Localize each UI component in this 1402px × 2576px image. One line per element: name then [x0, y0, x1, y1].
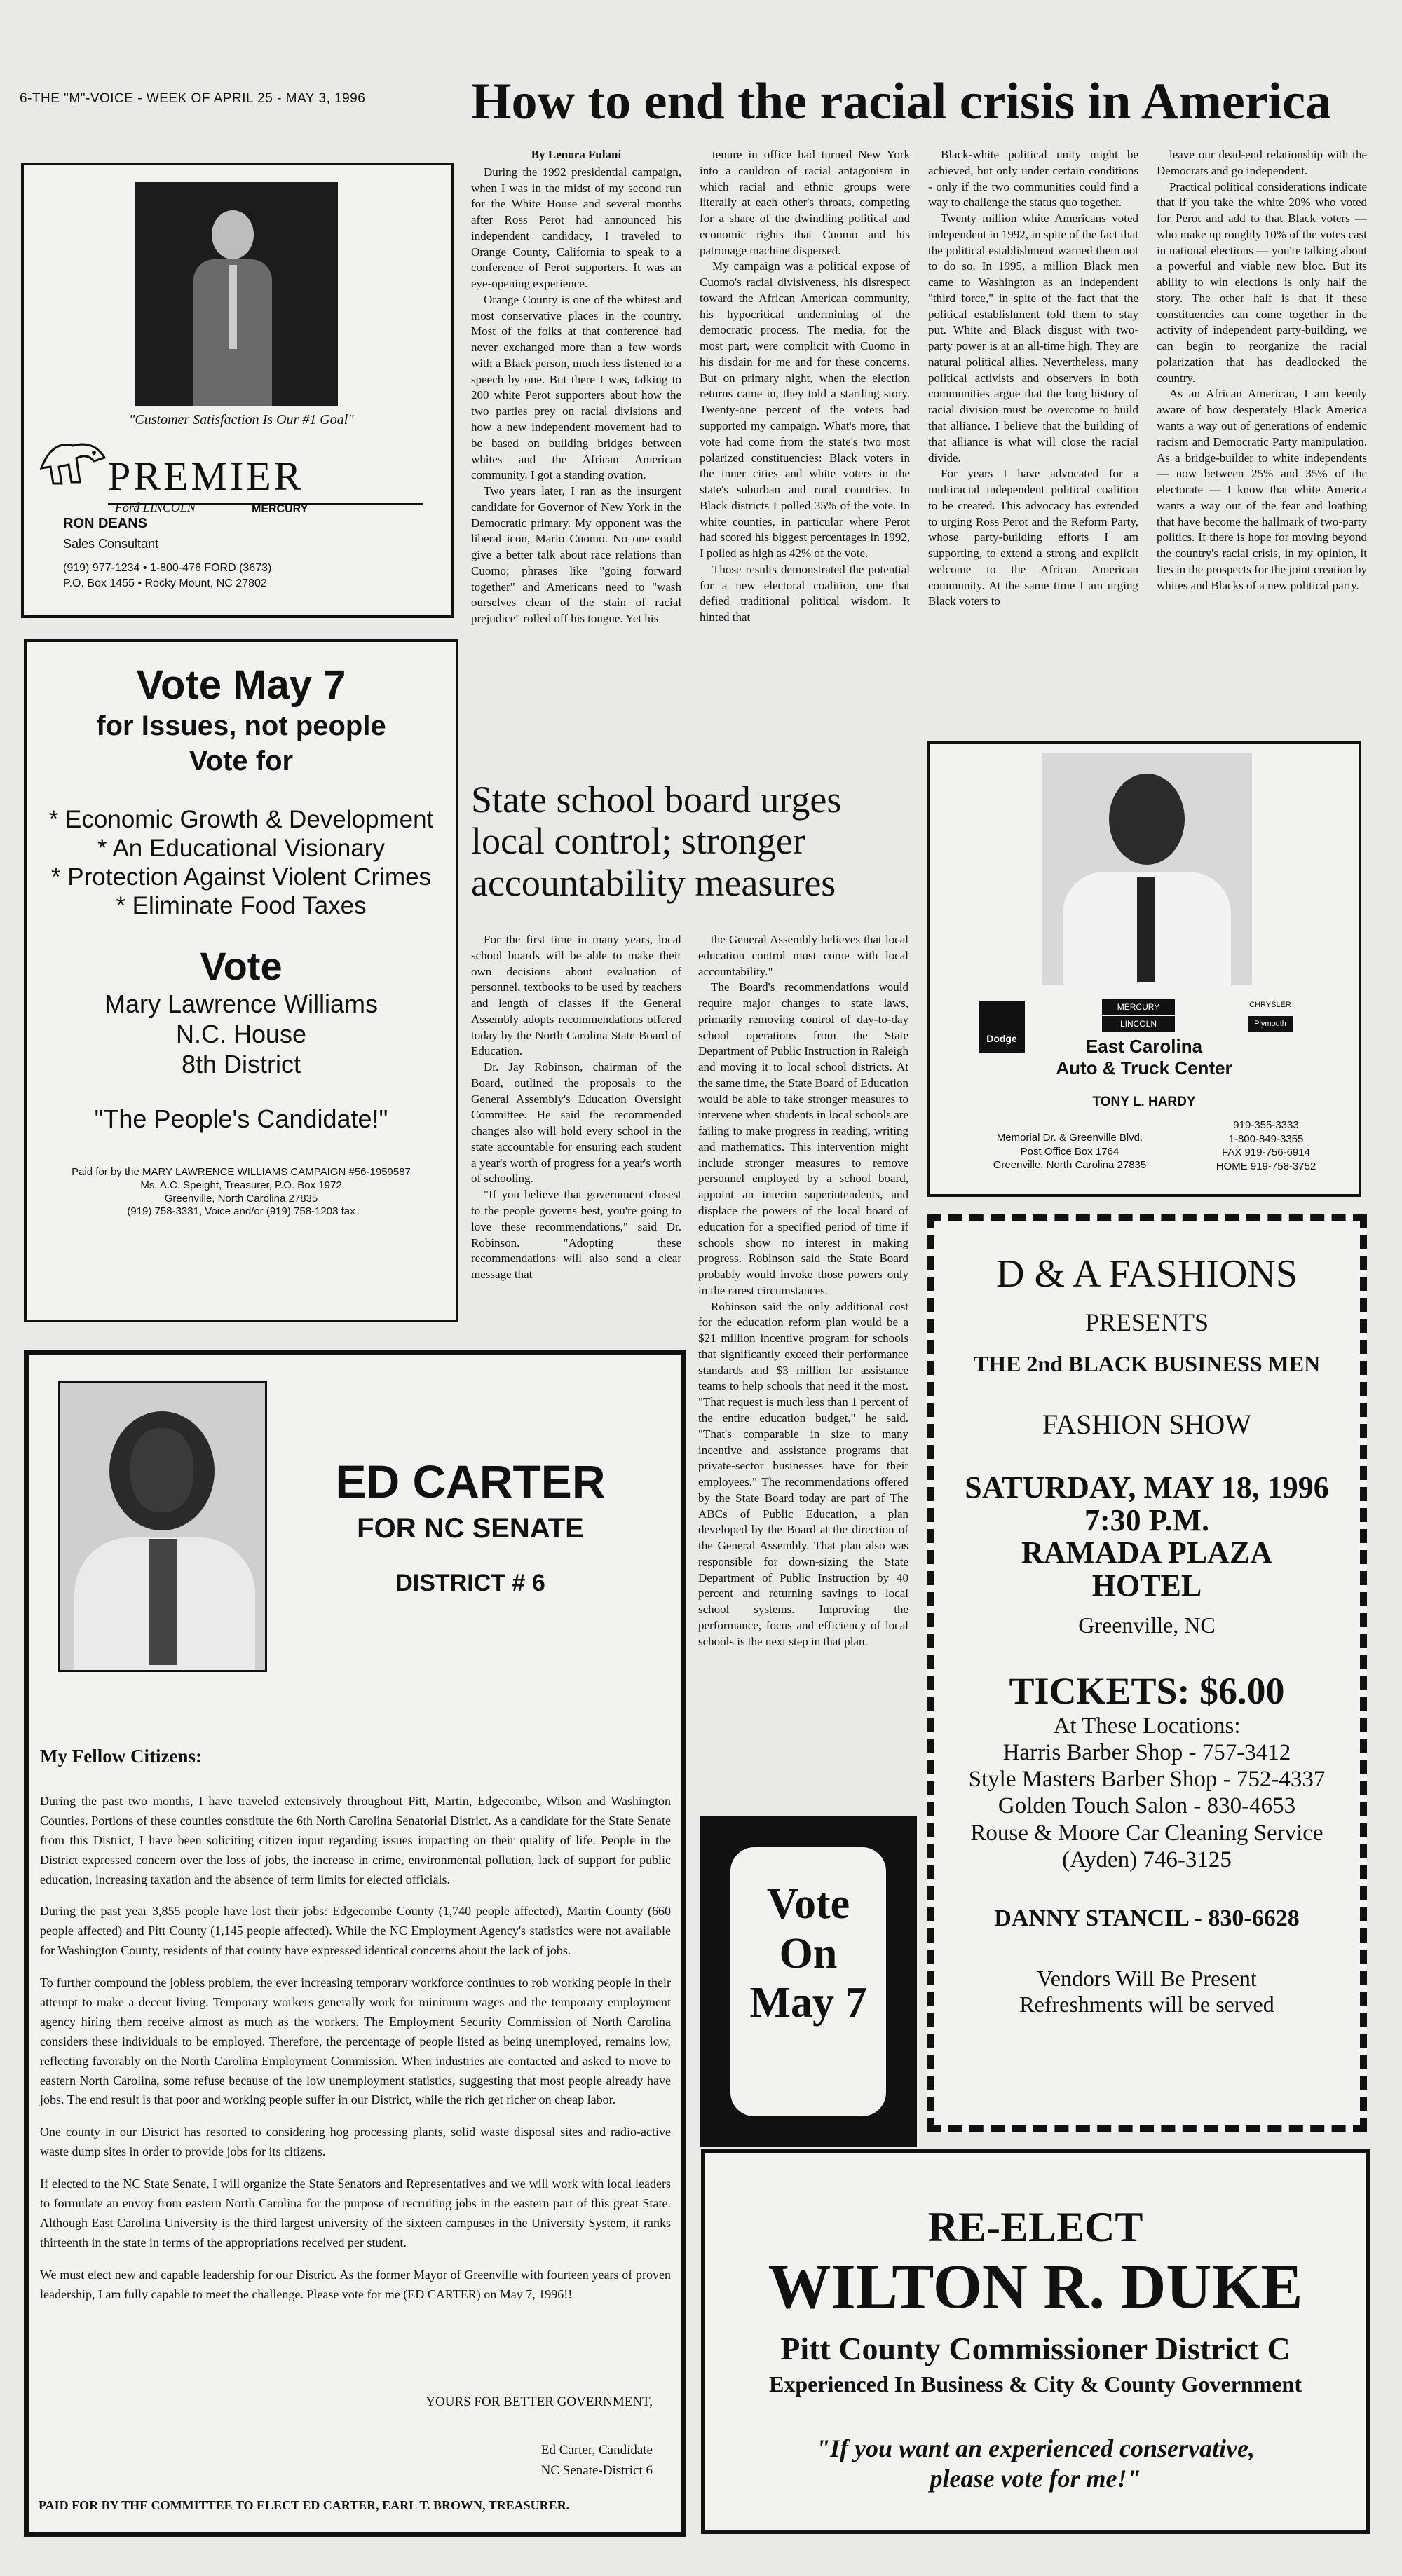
article-paragraph: Black-white political unity might be achieved, but only under certain conditions - only if the two communities could find a way to challenge the status quo together. [928, 148, 1138, 210]
premier-address: P.O. Box 1455 • Rocky Mount, NC 27802 [63, 577, 267, 589]
plymouth-logo: Plymouth [1248, 1016, 1293, 1032]
article2-paragraph: Dr. Jay Robinson, chairman of the Board, outlined the proposals to the General Assembly's Education Oversight Committee. He said the recommended changes also will hold every school in the state accountable for ensuring each student a year's worth of progress for a year's worth of schooling. [471, 1060, 681, 1186]
ed-carter-paragraph: During the past two months, I have traveled extensively throughout Pitt, Martin, Edgecombe, Wilson and Washington Counties. Portions of these counties constitute the 6th North Carolina Senatorial District. As a candidate for the State Senate from this District, I have been soliciting citizen input regarding issues impacting on their quality of life. People in the District expressed concern over the loss of jobs, the increase in crime, environmental pollution, lack of support for public education, increasing taxation and the absence of term limits for elected officials. [40, 1794, 671, 1886]
platform-item: * An Educational Visionary [97, 834, 385, 862]
williams-candidate: Mary Lawrence Williams N.C. House 8th District [104, 989, 379, 1078]
panther-logo-icon [38, 426, 108, 489]
fashion-city: Greenville, NC [1078, 1612, 1216, 1638]
article-paragraph: During the 1992 presidential campaign, when I was in the midst of my second run for the White House and several months after Ross Perot had announced his independent candidacy, I traveled to Orange County, California to speak to a conference of Perot supporters. It was an eye-opening experience. [471, 165, 681, 291]
article-paragraph: Practical political considerations indicate that if you take the white 20% who voted for Perot and add to that Black voters — who make up roughly 10% of the votes cast in national elections — you're talking about a powerful and viable new bloc. But its ability to win elections is only half the story. The other half is that if these constituencies can come together in the activity of independent party-building, we can begin to reorganize the racial polarization that has deadlocked the country. [1157, 179, 1367, 385]
williams-slogan: "The People's Candidate!" [94, 1104, 388, 1134]
chrysler-logo: CHRYSLER [1249, 1001, 1291, 1009]
article2-paragraph: "If you believe that government closest to the people governs best, you're going to love these recommendations," said Dr. Robinson. "Adopting these recommendations will also send a clear message that [471, 1188, 681, 1282]
ford-lincoln-logo: Ford LINCOLN [115, 500, 196, 514]
fashion-tickets: TICKETS: $6.00 [1009, 1669, 1285, 1712]
article2-headline: State school board urges local control; stronger accountability measures [471, 779, 842, 904]
east-carolina-auto-ad [927, 741, 1361, 1197]
williams-campaign-ad [24, 639, 458, 1322]
article2-paragraph: Robinson said the only additional cost for the education reform plan would be a $21 million incentive program for schools that significantly exceed their performance standards and $3 million for assistance teams to help schools that need it the most. "That request is much less than 1 percent of the entire education budget," he said. "That's comparable in size to many incentive and assistance programs that private-sector businesses have for their employees." The recommendations offered by the State Board today are part of The ABCs of Public Education, a plan developed by the Board at the direction of the General Assembly. That plan also was responsible for down-sizing the State Department of Public Instruction by 40 percent and returning savings to local school systems. Improving the performance, focus and efficiency of local schools is the next step in that plan. [698, 1299, 908, 1648]
fashion-contact: DANNY STANCIL - 830-6628 [994, 1905, 1300, 1932]
ed-carter-paragraph: We must elect new and capable leadership for our District. As the former Mayor of Greenville with fourteen years of proven leadership, I am fully capable to meet the challenge. Please vote for me (ED CARTER) on May 7, 1996!! [40, 2267, 671, 2301]
hardy-phones: 919-355-3333 1-800-849-3355 FAX 919-756-6914 HOME 919-758-3752 [1216, 1119, 1316, 1172]
article-paragraph: tenure in office had turned New York into a cauldron of racial antagonism in which racial and ethnic groups were literally at each other's throats, competing for a share of the dwindling political and economic rights that Cuomo and his patronage machine dispersed. [700, 148, 910, 257]
ed-carter-paragraph: During the past year 3,855 people have lost their jobs: Edgecombe County (1,740 people affected), Martin County (660 people affected) and Pitt County (1,145 people affected). While the NC Employment Agency's statistics were not available for Washington County, residents of that county have expressed identical concerns about the lack of jobs. [40, 1904, 671, 1958]
article-byline: By Lenora Fulani [531, 148, 622, 161]
ed-carter-office: FOR NC SENATE [357, 1513, 584, 1544]
platform-item: * Eliminate Food Taxes [116, 891, 367, 919]
dodge-logo: Dodge [979, 1001, 1025, 1053]
hardy-photo [1042, 753, 1252, 985]
wilton-duke-ad [701, 2149, 1370, 2534]
article-paragraph: My campaign was a political expose of Cuomo's racial divisiveness, his disrespect toward the African American community, his hypocritical undermining of the democratic process. The media, for the most part, were complicit with Cuomo in his disdain for me and for these concerns. But on primary night, when the election returns came in, they told a startling story. Twenty-one percent of the voters had supported my campaign. What's more, that vote had come from the state's two most polarized constituencies: Black voters in the inner cities and white voters in the state's suburban and rural countries. In Black districts I polled 35% of the vote. In white counties, in particular where Perot had scored his biggest percentages in 1992, I polled as high as 42% of the vote. [700, 259, 910, 561]
williams-tagline: for Issues, not people [96, 710, 386, 741]
article-paragraph: Orange County is one of the whitest and most conservative places in the country. Most of the folks at that conference had never exchanged more than a few words with a Black person, much less listened to a speech by one. But there I was, talking to 200 white Perot supporters about how the two parties prey on racial divisions and how a new independent movement had to be based on building bridges between whites and the African American community. I got a standing ovation. [471, 292, 681, 482]
article-column-2 [700, 147, 910, 626]
fashion-show-ad [927, 1214, 1367, 2132]
article-column-1 [471, 147, 681, 627]
fashion-show: FASHION SHOW [1042, 1409, 1252, 1440]
platform-item: * Protection Against Violent Crimes [50, 863, 432, 891]
duke-reelect: RE-ELECT [927, 2204, 1143, 2250]
premier-brand: PREMIER [108, 453, 304, 499]
ed-carter-paragraph: One county in our District has resorted to considering hog processing plants, solid waste disposal sites and radio-active waste dump sites in order to provide jobs for its citizens. [40, 2125, 671, 2159]
ed-carter-greeting: My Fellow Citizens: [40, 1746, 202, 1767]
williams-vote-for: Vote for [189, 745, 294, 776]
fashion-date: SATURDAY, MAY 18, 1996 7:30 P.M. RAMADA PLAZA HOTEL [965, 1470, 1329, 1603]
article-paragraph: leave our dead-end relationship with the Democrats and go independent. [1157, 148, 1367, 177]
williams-paid-for: Paid for by the MARY LAWRENCE WILLIAMS CAMPAIGN #56-1959587 Ms. A.C. Speight, Treasurer, P.O. Box 1972 Greenville, North Carolina 27835 (919) 758-3331, Voice and/or (919) 758-1203 fax [72, 1166, 411, 1218]
platform-item: * Economic Growth & Development [48, 805, 434, 833]
article-body [471, 147, 1382, 729]
vote-reminder-box [700, 1816, 917, 2147]
salesman-title: Sales Consultant [63, 537, 159, 551]
article2-column-1 [471, 932, 681, 1283]
lincoln-logo: LINCOLN [1102, 1016, 1175, 1032]
article-column-4 [1157, 147, 1367, 594]
premier-slogan: "Customer Satisfaction Is Our #1 Goal" [129, 412, 354, 427]
vote-reminder-text: Vote On May 7 [730, 1847, 886, 2116]
article-paragraph: Two years later, I ran as the insurgent candidate for Governor of New York in the Democratic primary. My opponent was the liberal icon, Mario Cuomo. No one could give a better talk about race relations than Cuomo; phrases like "going forward together" and Americans need to "wash ourselves clean of the stain of racial prejudice" rolled off his tongue. Yet his [471, 484, 681, 626]
williams-platform-list [27, 806, 456, 921]
premier-dealership-ad [21, 163, 454, 618]
salesman-photo [135, 182, 338, 406]
article-column-3 [928, 147, 1138, 610]
article-paragraph: For years I have advocated for a multiracial independent political coalition to be created. This advocacy has extended to urging Ross Perot and the Reform Party, whose party-building efforts I am supporting, to extend a strong and explicit welcome to the African American community. At the same time I am urging Black voters to [928, 467, 1138, 608]
premier-phone: (919) 977-1234 • 1-800-476 FORD (3673) [63, 562, 272, 574]
article2-paragraph: the General Assembly believes that local education control must come with local accountability." [698, 933, 908, 978]
article-headline: How to end the racial crisis in America [471, 73, 1331, 130]
duke-office: Pitt County Commissioner District C [780, 2331, 1291, 2366]
fashion-footer: Vendors Will Be Present Refreshments will be served [1019, 1966, 1274, 2017]
hardy-address: Memorial Dr. & Greenville Blvd. Post Office Box 1764 Greenville, North Carolina 27835 [993, 1132, 1147, 1171]
ed-carter-signature: Ed Carter, Candidate NC Senate-District 6 [540, 2443, 653, 2478]
salesman-name: RON DEANS [63, 516, 148, 531]
article2-paragraph: The Board's recommendations would require major changes to state laws, primarily removing control of day-to-day school operations from the State Department of Public Instruction in Raleigh and moving it to local school districts. At the same time, the State Board of Education would be able to take stronger measures to intervene when students in local schools are failing to make progress in reading, writing and mathematics. This intervention might include stronger measures to remove personnel employed by a school board, appoint an interim superintendents, and displace the powers of the local board of education for a specified period of time if schools show no interest in making progress. Robinson said the State Board probably would invoke those powers only in the rarest circumstances. [698, 980, 908, 1297]
williams-vote: Vote [200, 943, 283, 988]
article-paragraph: Twenty million white Americans voted independent in 1992, in spite of the fact that the political establishment warned them not to do so. In 1995, a million Black men came to Washington as an independent "third force," in spite of the fact that the political establishment told them to stay put. White and Black disgust with two-party power is at an all-time high. They are natural political allies. Nevertheless, many political activists and observers in both communities argue that the long history of racial division must be overcome to build that alliance. I believe that the building of that alliance is what will close the racial divide. [928, 212, 1138, 465]
ed-carter-photo [58, 1381, 267, 1672]
mercury-logo: MERCURY [252, 503, 308, 515]
ticket-locations: At These Locations: Harris Barber Shop - 757-3412 Style Masters Barber Shop - 752-4337 Golden Touch Salon - 830-4653 Rouse & Moore Car Cleaning Service (Ayden) 746-3125 [968, 1713, 1326, 1872]
page-folio: 6-THE "M"-VOICE - WEEK OF APRIL 25 - MAY 3, 1996 [20, 91, 366, 106]
article-paragraph: Those results demonstrated the potential for a new electoral coalition, one that defied traditional political wisdom. It hinted that [700, 562, 910, 624]
duke-experience: Experienced In Business & City & County Government [768, 2371, 1302, 2397]
article2-paragraph: For the first time in many years, local school boards will be able to make their own decisions about evaluation of personnel, textbooks to be used by teachers and length of classes if the General Assembly adopts recommendations offered today by the North Carolina State Board of Education. [471, 933, 681, 1058]
mercury-logo: MERCURY [1102, 999, 1175, 1015]
ed-carter-paragraph: If elected to the NC State Senate, I will organize the State Senators and Representatives and we will work with local leaders to formulate an envoy from eastern North Carolina for the purpose of recruiting jobs in the eastern part of this great State. Although East Carolina University is the third largest university of the sixteen campuses in the University System, it ranks thirteenth in the state in terms of the appropriations received per student. [40, 2177, 671, 2249]
duke-quote: "If you want an experienced conservative, please vote for me!" [816, 2434, 1255, 2493]
ed-carter-paid-for: PAID FOR BY THE COMMITTEE TO ELECT ED CARTER, EARL T. BROWN, TREASURER. [39, 2498, 570, 2512]
fashion-title: D & A FASHIONS [996, 1252, 1298, 1296]
ed-carter-district: DISTRICT # 6 [395, 1570, 545, 1596]
hardy-name: TONY L. HARDY [1092, 1095, 1196, 1109]
ed-carter-paragraph: To further compound the jobless problem, the ever increasing temporary workforce continues to rob working people in their attempt to make a decent living. Temporary workers generally work for minimum wages and the temporary employment agency hiring them receive almost as much as the workers. The Employment Security Commission of North Carolina considers these individuals to be employed. Therefore, the percentage of people listed as being unemployed, remains low, reflecting favorably on the North Carolina Employment Commission. When industries are contacted and asked to move to eastern North Carolina, some refuse because of the low unemployment statistics, suggesting that most people already have jobs. The end result is that poor and working people suffer in our District, while the rich get richer on cheap labor. [40, 1975, 671, 2107]
ed-carter-name: ED CARTER [335, 1455, 606, 1507]
fashion-presents: PRESENTS [1084, 1308, 1209, 1336]
article2-column-2 [698, 932, 908, 1650]
east-carolina-name: East Carolina Auto & Truck Center [1056, 1036, 1232, 1079]
ed-carter-closing: YOURS FOR BETTER GOVERNMENT, [426, 2395, 653, 2409]
ed-carter-letter [40, 1792, 671, 2317]
article-paragraph: As an African American, I am keenly aware of how desperately Black America wants a way out of generations of endemic racism and Democratic Party manipulation. As a bridge-builder to white independents — now between 25% and 35% of the electorate — I know that white America wants a way out of the fear and loathing that have become the hallmark of two-party politics. If there is hope for moving beyond the country's racial crisis, in my opinion, it lies in the prospects for the joint creation by whites and Blacks of a new political party. [1157, 387, 1367, 592]
ed-carter-heading [274, 1455, 667, 1597]
ed-carter-campaign-ad [24, 1350, 686, 2537]
duke-name: WILTON R. DUKE [768, 2252, 1303, 2322]
fashion-event: THE 2nd BLACK BUSINESS MEN [973, 1351, 1321, 1376]
williams-vote-date: Vote May 7 [136, 662, 346, 708]
